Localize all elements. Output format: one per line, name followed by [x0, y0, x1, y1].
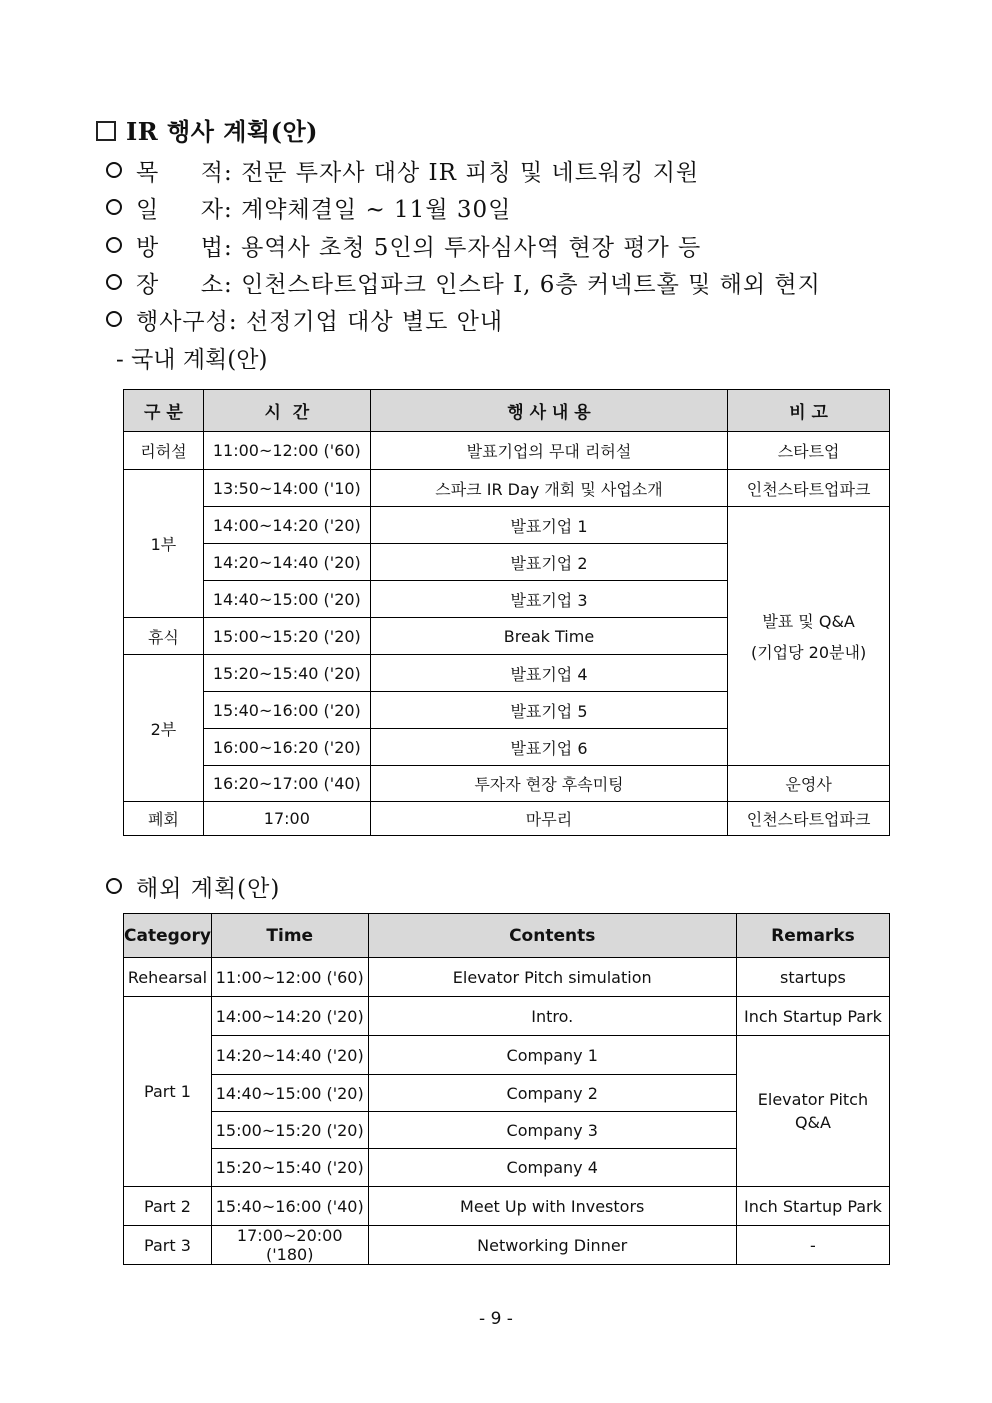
- content-cell: 투자자 현장 후속미팅: [370, 766, 727, 802]
- table-row: [124, 470, 890, 507]
- merged-note-cell: [728, 507, 890, 766]
- time-cell: 15:00~15:20 ('20): [211, 1112, 368, 1149]
- merged-note-line: Q&A: [794, 1113, 831, 1132]
- time-cell: 15:20~15:40 ('20): [211, 1149, 368, 1187]
- bullet-key: 행사구성: [136, 309, 229, 335]
- time-cell: 14:20~14:40 ('20): [211, 1036, 368, 1075]
- bullet-key: 일 자: [136, 197, 224, 223]
- content-cell: 발표기업 3: [370, 581, 727, 618]
- content-cell: Elevator Pitch simulation: [368, 958, 736, 997]
- bullet-location: [106, 266, 821, 299]
- group-cell: 휴식: [124, 618, 204, 655]
- bullet-sep: :: [224, 235, 233, 261]
- group-cell: 2부: [124, 655, 204, 802]
- bullet-sep: :: [224, 272, 233, 298]
- content-cell: Company 2: [368, 1075, 736, 1112]
- group-cell: Part 1: [124, 997, 212, 1187]
- overseas-heading-text: 해외 계획(안): [136, 876, 281, 902]
- content-cell: Company 1: [368, 1036, 736, 1075]
- bullet-value: 용역사 초청 5인의 투자심사역 현장 평가 등: [241, 235, 702, 261]
- time-cell: 14:00~14:20 ('20): [203, 507, 370, 544]
- time-cell: 13:50~14:00 ('10): [203, 470, 370, 507]
- group-cell: 폐회: [124, 802, 204, 836]
- group-cell: Rehearsal: [124, 958, 212, 997]
- note-cell: 인천스타트업파크: [728, 470, 890, 507]
- note-cell: 운영사: [728, 766, 890, 802]
- header-note: Remarks: [736, 914, 889, 958]
- merged-note-cell: [736, 1036, 889, 1187]
- note-cell: 인천스타트업파크: [728, 802, 890, 836]
- time-cell: 14:40~15:00 ('20): [211, 1075, 368, 1112]
- group-cell: 리허설: [124, 432, 204, 470]
- bullet-composition: [106, 303, 503, 336]
- domestic-heading: - 국내 계획(안): [116, 347, 268, 373]
- table-row: [124, 432, 890, 470]
- group-cell: 1부: [124, 470, 204, 618]
- domestic-schedule-table: [123, 389, 890, 836]
- bullet-value: 전문 투자사 대상 IR 피칭 및 네트워킹 지원: [241, 160, 700, 186]
- table-row: [124, 802, 890, 836]
- note-cell: startups: [736, 958, 889, 997]
- header-content: Contents: [368, 914, 736, 958]
- page-number: - 9 -: [479, 1309, 513, 1329]
- table-row: [124, 1187, 890, 1226]
- circle-bullet-icon: [106, 274, 122, 290]
- time-cell: 15:40~16:00 ('40): [211, 1187, 368, 1226]
- table-row: [124, 997, 890, 1036]
- time-cell: 17:00~20:00 ('180): [211, 1226, 368, 1265]
- content-cell: 마무리: [370, 802, 727, 836]
- table-header-row: [124, 914, 890, 958]
- circle-bullet-icon: [106, 878, 122, 894]
- note-cell: 스타트업: [728, 432, 890, 470]
- time-cell: 14:20~14:40 ('20): [203, 544, 370, 581]
- time-cell: 15:20~15:40 ('20): [203, 655, 370, 692]
- content-cell: Company 4: [368, 1149, 736, 1187]
- content-cell: Company 3: [368, 1112, 736, 1149]
- content-cell: Networking Dinner: [368, 1226, 736, 1265]
- table-row: [124, 958, 890, 997]
- note-cell: Inch Startup Park: [736, 997, 889, 1036]
- content-cell: 발표기업 4: [370, 655, 727, 692]
- header-content: 행 사 내 용: [370, 390, 727, 432]
- content-cell: 발표기업 1: [370, 507, 727, 544]
- title-text: IR 행사 계획(안): [126, 117, 319, 146]
- content-cell: 발표기업 6: [370, 729, 727, 766]
- time-cell: 15:40~16:00 ('20): [203, 692, 370, 729]
- table-header-row: [124, 390, 890, 432]
- merged-note-line: Elevator Pitch: [757, 1090, 869, 1109]
- time-cell: 17:00: [203, 802, 370, 836]
- content-cell: Break Time: [370, 618, 727, 655]
- header-time: Time: [211, 914, 368, 958]
- bullet-key: 방 법: [136, 235, 224, 261]
- time-cell: 14:00~14:20 ('20): [211, 997, 368, 1036]
- content-cell: Intro.: [368, 997, 736, 1036]
- header-note: 비 고: [728, 390, 890, 432]
- bullet-key: 목 적: [136, 160, 224, 186]
- page-title: [96, 112, 318, 147]
- group-cell: Part 2: [124, 1187, 212, 1226]
- time-cell: 15:00~15:20 ('20): [203, 618, 370, 655]
- bullet-sep: :: [228, 309, 238, 335]
- checkbox-square-icon: [96, 121, 116, 141]
- time-cell: 11:00~12:00 ('60): [211, 958, 368, 997]
- bullet-sep: :: [224, 160, 233, 186]
- content-cell: 발표기업 2: [370, 544, 727, 581]
- circle-bullet-icon: [106, 199, 122, 215]
- content-cell: 스파크 IR Day 개회 및 사업소개: [370, 470, 727, 507]
- table-row: [124, 1036, 890, 1075]
- content-cell: 발표기업 5: [370, 692, 727, 729]
- time-cell: 14:40~15:00 ('20): [203, 581, 370, 618]
- note-cell: Inch Startup Park: [736, 1187, 889, 1226]
- content-cell: Meet Up with Investors: [368, 1187, 736, 1226]
- bullet-date: [106, 191, 511, 224]
- bullet-method: [106, 229, 701, 262]
- table-row: [124, 507, 890, 544]
- bullet-value: 인천스타트업파크 인스타 I, 6층 커넥트홀 및 해외 현지: [241, 272, 821, 298]
- header-category: Category: [124, 914, 212, 958]
- time-cell: 16:20~17:00 ('40): [203, 766, 370, 802]
- merged-note-line: 발표 및 Q&A: [762, 612, 855, 631]
- time-cell: 16:00~16:20 ('20): [203, 729, 370, 766]
- header-category: 구 분: [124, 390, 204, 432]
- circle-bullet-icon: [106, 237, 122, 253]
- bullet-value: 계약체결일 ~ 11월 30일: [241, 197, 512, 223]
- bullet-sep: :: [224, 197, 233, 223]
- header-time: 시 간: [203, 390, 370, 432]
- merged-note-line: (기업당 20분내): [750, 643, 867, 662]
- bullet-value: 선정기업 대상 별도 안내: [245, 309, 504, 335]
- bullet-key: 장 소: [136, 272, 224, 298]
- bullet-purpose: [106, 154, 699, 187]
- table-row: [124, 766, 890, 802]
- content-cell: 발표기업의 무대 리허설: [370, 432, 727, 470]
- circle-bullet-icon: [106, 311, 122, 327]
- overseas-schedule-table: [123, 913, 890, 1265]
- overseas-heading: [106, 870, 280, 903]
- circle-bullet-icon: [106, 162, 122, 178]
- note-cell: -: [736, 1226, 889, 1265]
- time-cell: 11:00~12:00 ('60): [203, 432, 370, 470]
- table-row: [124, 1226, 890, 1265]
- group-cell: Part 3: [124, 1226, 212, 1265]
